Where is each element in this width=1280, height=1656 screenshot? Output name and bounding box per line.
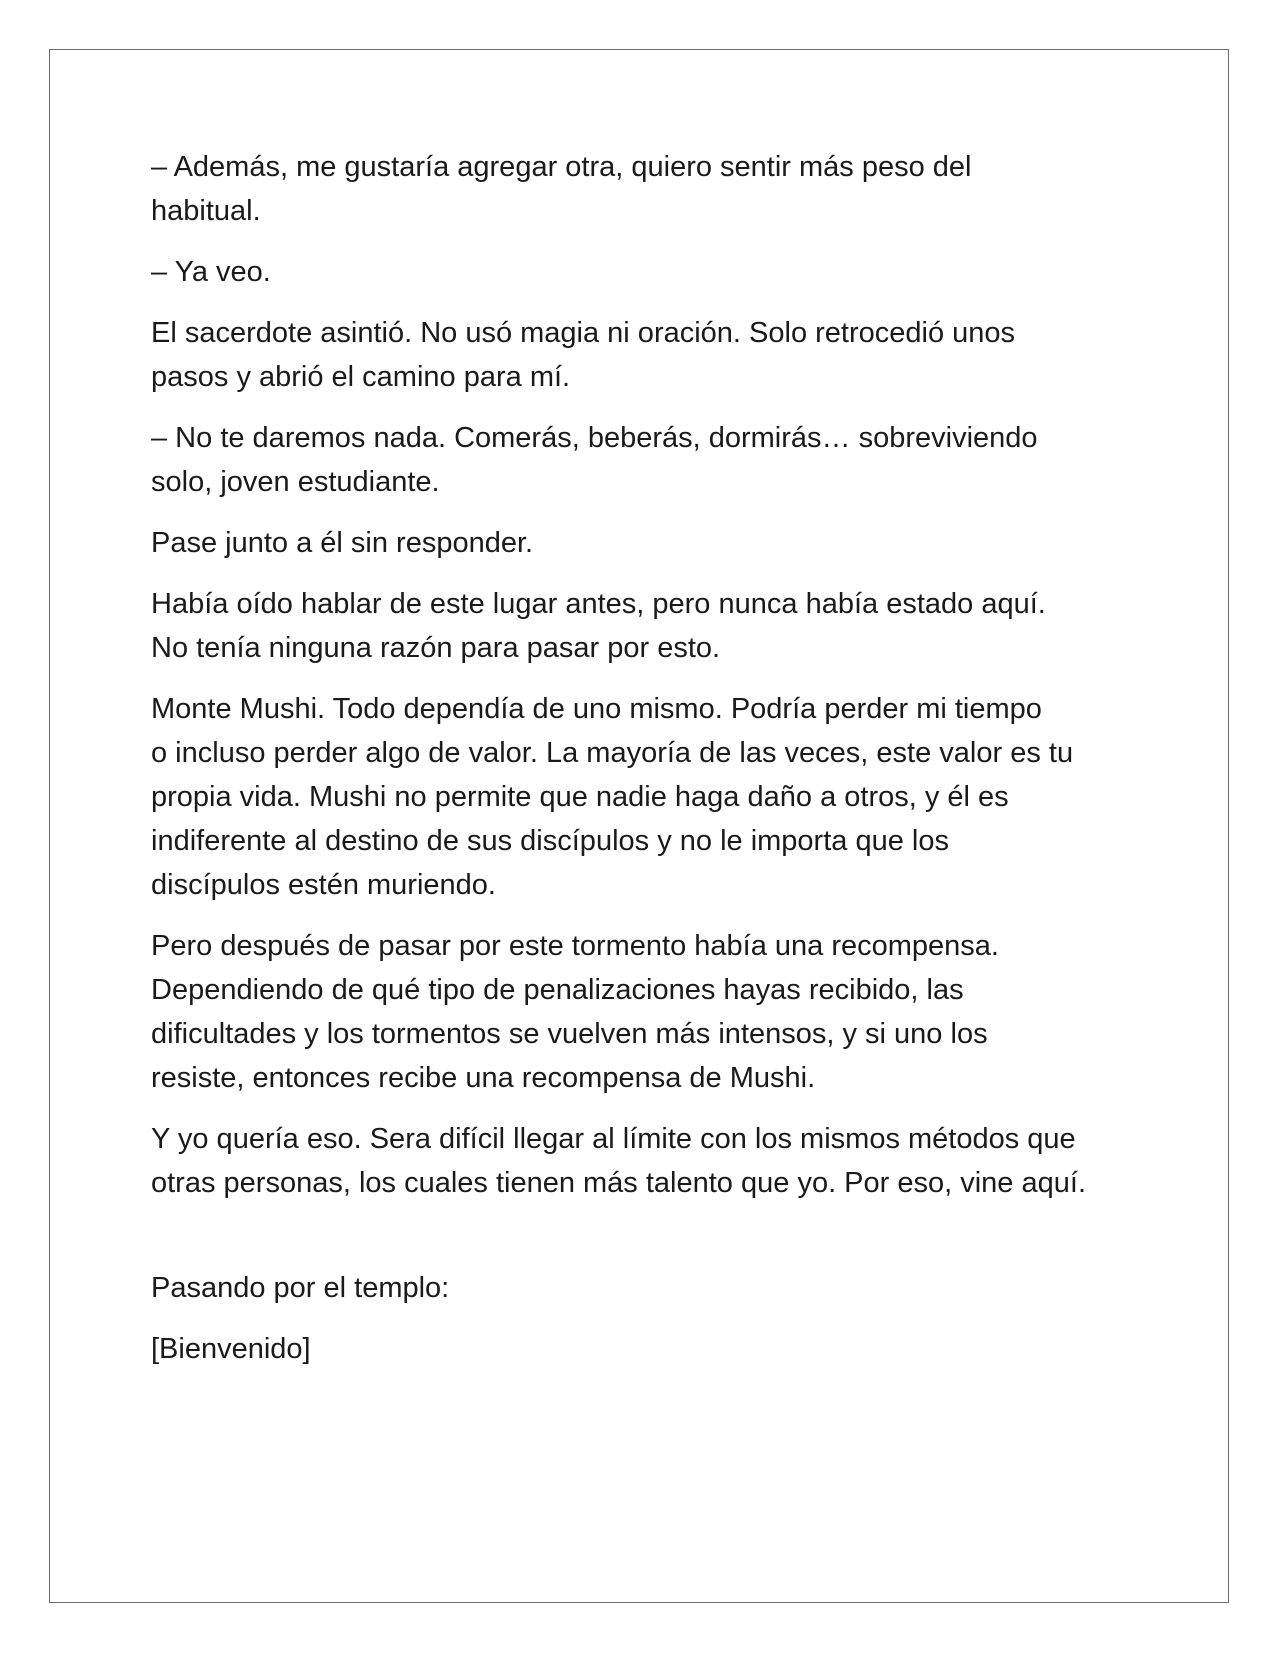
- paragraph: Había oído hablar de este lugar antes, pero nunca había estado aquí. No tenía ninguna razón para pasar por esto.: [151, 588, 1046, 664]
- paragraph: Pase junto a él sin responder.: [151, 527, 534, 559]
- paragraph: – Ya veo.: [151, 256, 271, 288]
- document-body: [151, 145, 1151, 1388]
- paragraph: Pero después de pasar por este tormento había una recompensa. Dependiendo de qué tipo de penalizaciones hayas recibido, las dificultades y los tormentos se vuelven más intensos, y si uno los resiste, entonces recibe una recompensa de Mushi.: [151, 930, 999, 1094]
- paragraph: – Además, me gustaría agregar otra, quiero sentir más peso del habitual.: [151, 151, 972, 227]
- paragraph: Monte Mushi. Todo dependía de uno mismo. Podría perder mi tiempo o incluso perder algo de valor. La mayoría de las veces, este valor es tu propia vida. Mushi no permite que nadie haga daño a otros, y él es indiferente al destino de sus discípulos y no le importa que los discípulos estén muriendo.: [151, 693, 1074, 901]
- blank-line: [151, 1222, 1151, 1266]
- system-message: [Bienvenido]: [151, 1333, 311, 1365]
- document-page: [49, 49, 1229, 1603]
- paragraph: Y yo quería eso. Sera difícil llegar al límite con los mismos métodos que otras personas, los cuales tienen más talento que yo. Por eso, vine aquí.: [151, 1123, 1086, 1199]
- section-heading: Pasando por el templo:: [151, 1272, 450, 1304]
- paragraph: El sacerdote asintió. No usó magia ni oración. Solo retrocedió unos pasos y abrió el camino para mí.: [151, 317, 1016, 393]
- paragraph: – No te daremos nada. Comerás, beberás, dormirás… sobreviviendo solo, joven estudiante.: [151, 422, 1038, 498]
